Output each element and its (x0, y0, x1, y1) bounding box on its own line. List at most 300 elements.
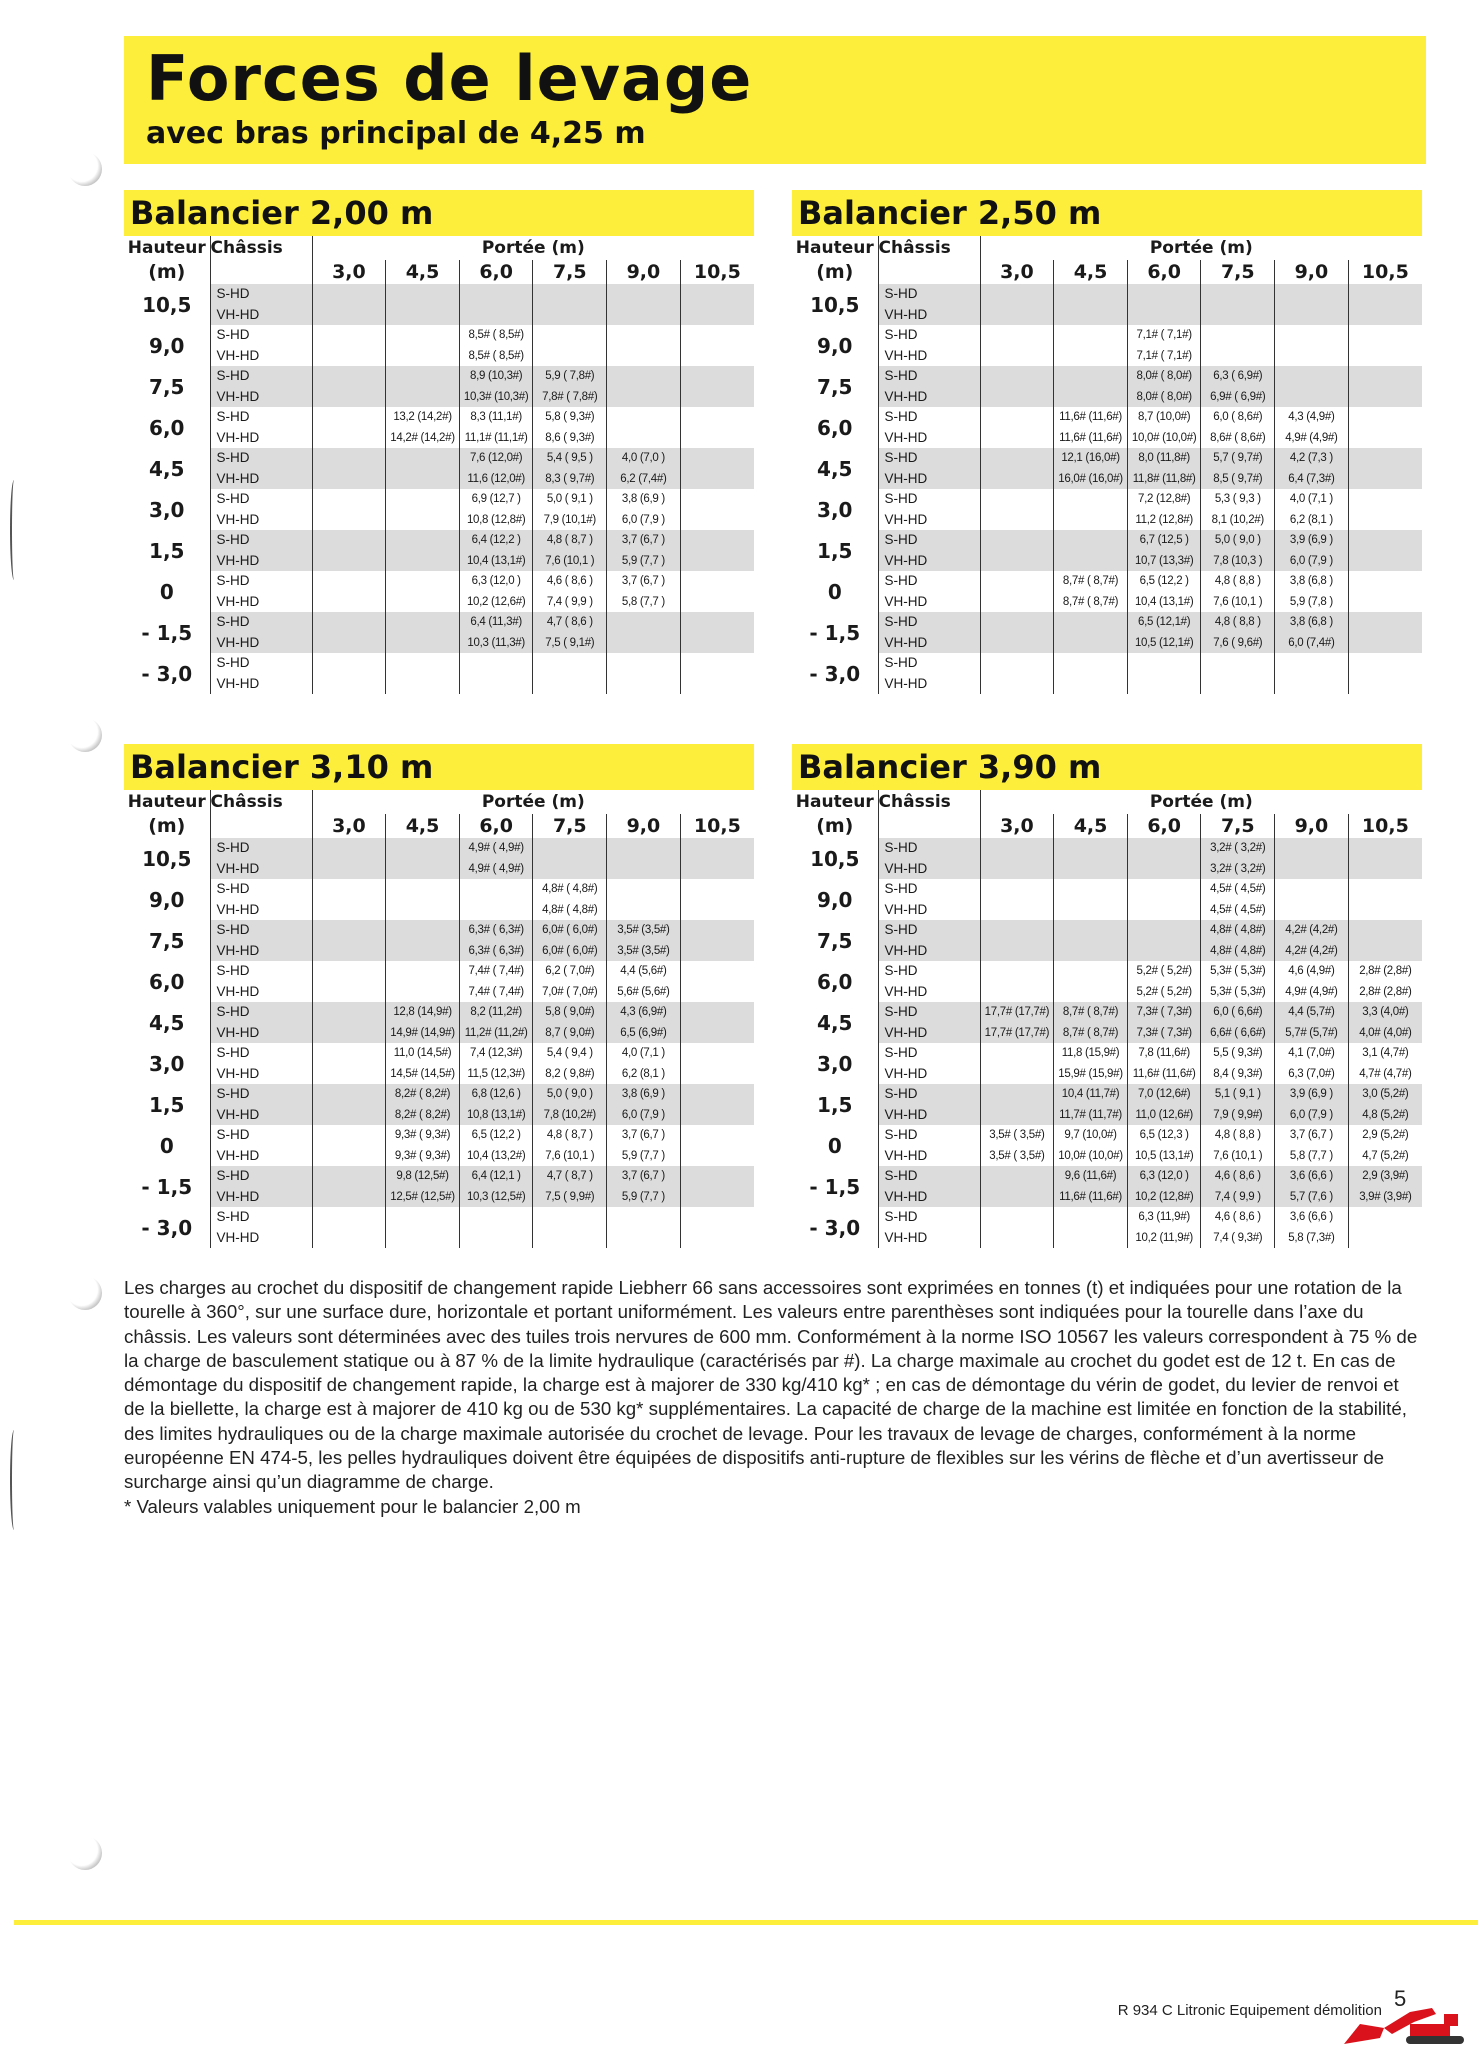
capacity-cell (1201, 674, 1275, 695)
capacity-cell: 7,2 (12,8#) (1127, 489, 1201, 510)
capacity-cell: 9,7 (10,0#) (1054, 1125, 1128, 1146)
chassis-header-blank (878, 260, 980, 284)
capacity-cell (386, 1228, 460, 1249)
table-row (124, 920, 754, 941)
capacity-cell (459, 674, 533, 695)
table-row (792, 674, 1422, 695)
capacity-cell (1054, 510, 1128, 531)
capacity-cell: 8,7# ( 8,7#) (1054, 1002, 1128, 1023)
height-cell: - 3,0 (124, 653, 210, 694)
capacity-cell: 5,8 (7,7 ) (1275, 1146, 1349, 1167)
table-header-row (124, 790, 754, 814)
capacity-cell (1054, 961, 1128, 982)
capacity-cell (312, 1166, 386, 1187)
capacity-cell (680, 510, 754, 531)
capacity-cell (386, 900, 460, 921)
capacity-cell (386, 325, 460, 346)
capacity-cell (1348, 633, 1422, 654)
height-cell: 1,5 (124, 530, 210, 571)
table-header-row (124, 814, 754, 838)
capacity-cell (680, 1043, 754, 1064)
capacity-cell: 9,6 (11,6#) (1054, 1166, 1128, 1187)
capacity-cell (980, 469, 1054, 490)
capacity-cell: 9,8 (12,5#) (386, 1166, 460, 1187)
capacity-cell: 7,3# ( 7,3#) (1127, 1002, 1201, 1023)
capacity-cell (1275, 859, 1349, 880)
capacity-cell: 17,7# (17,7#) (980, 1023, 1054, 1044)
capacity-cell: 7,6 (10,1 ) (1201, 592, 1275, 613)
chassis-cell: VH-HD (210, 941, 312, 962)
capacity-cell: 3,8 (6,9 ) (607, 489, 681, 510)
capacity-cell: 10,3 (12,5#) (459, 1187, 533, 1208)
reach-value-header: 3,0 (980, 814, 1054, 838)
capacity-cell: 17,7# (17,7#) (980, 1002, 1054, 1023)
capacity-cell: 3,6 (6,6 ) (1275, 1207, 1349, 1228)
chassis-cell: VH-HD (878, 387, 980, 408)
chassis-header: Châssis (210, 236, 312, 260)
reach-header: Portée (m) (1149, 238, 1253, 258)
chassis-cell: VH-HD (210, 551, 312, 572)
capacity-cell: 4,8# ( 4,8#) (1201, 941, 1275, 962)
table-row (792, 612, 1422, 633)
capacity-cell: 6,9 (12,7 ) (459, 489, 533, 510)
capacity-cell: 3,7 (6,7 ) (1275, 1125, 1349, 1146)
capacity-cell (1054, 982, 1128, 1003)
table-row (124, 592, 754, 613)
capacity-cell: 8,2 ( 9,8#) (533, 1064, 607, 1085)
capacity-cell: 8,7# ( 8,7#) (1054, 1023, 1128, 1044)
table-row (124, 428, 754, 449)
capacity-cell: 6,5 (12,1#) (1127, 612, 1201, 633)
capacity-cell: 4,9# (4,9#) (1275, 982, 1349, 1003)
capacity-cell: 5,6# (5,6#) (607, 982, 681, 1003)
capacity-cell: 4,6 ( 8,6 ) (1201, 1166, 1275, 1187)
capacity-cell: 8,9 (10,3#) (459, 366, 533, 387)
height-cell: 4,5 (792, 1002, 878, 1043)
chassis-cell: S-HD (878, 961, 980, 982)
capacity-cell: 8,5# ( 8,5#) (459, 346, 533, 367)
capacity-cell (980, 510, 1054, 531)
chassis-cell: VH-HD (878, 1064, 980, 1085)
table-row (792, 407, 1422, 428)
table-row (792, 900, 1422, 921)
table-row (792, 838, 1422, 859)
capacity-cell (533, 346, 607, 367)
table-row (792, 1023, 1422, 1044)
capacity-cell (680, 387, 754, 408)
reach-value-header: 6,0 (459, 814, 533, 838)
capacity-cell (1275, 284, 1349, 305)
capacity-cell: 4,8 ( 8,7 ) (533, 530, 607, 551)
capacity-cell (680, 1228, 754, 1249)
capacity-cell (1054, 346, 1128, 367)
height-cell: 10,5 (792, 284, 878, 325)
reach-value-header: 7,5 (533, 814, 607, 838)
capacity-cell (1054, 489, 1128, 510)
table-row (792, 428, 1422, 449)
table-row (124, 387, 754, 408)
chassis-cell: S-HD (878, 612, 980, 633)
capacity-cell: 3,9 (6,9 ) (1275, 1084, 1349, 1105)
table-row (792, 551, 1422, 572)
chassis-cell: VH-HD (210, 1105, 312, 1126)
table-row (124, 571, 754, 592)
height-cell: 3,0 (792, 1043, 878, 1084)
capacity-cell (386, 366, 460, 387)
capacity-cell: 6,5 (12,2 ) (1127, 571, 1201, 592)
height-cell: 3,0 (124, 1043, 210, 1084)
capacity-cell (533, 838, 607, 859)
capacity-cell: 4,8# ( 4,8#) (1201, 920, 1275, 941)
notes-section (124, 1276, 1422, 1519)
chassis-cell: VH-HD (210, 900, 312, 921)
footer-text: R 934 C Litronic Equipement démolition (1117, 2002, 1382, 2019)
capacity-cell (980, 305, 1054, 326)
capacity-cell (312, 1023, 386, 1044)
capacity-cell: 10,2 (11,9#) (1127, 1228, 1201, 1249)
capacity-cell: 7,6 (10,1 ) (1201, 1146, 1275, 1167)
capacity-cell (1054, 941, 1128, 962)
lift-capacity-table (792, 790, 1422, 1248)
table-title: Balancier 3,10 m (124, 744, 754, 790)
capacity-cell: 10,4 (13,2#) (459, 1146, 533, 1167)
capacity-cell (312, 592, 386, 613)
capacity-cell (1348, 592, 1422, 613)
capacity-cell: 8,5 ( 9,7#) (1201, 469, 1275, 490)
capacity-cell (312, 1064, 386, 1085)
capacity-cell: 6,2 (8,1 ) (1275, 510, 1349, 531)
table-row (792, 1084, 1422, 1105)
chassis-cell: S-HD (878, 879, 980, 900)
capacity-cell (1054, 1228, 1128, 1249)
table-row (124, 551, 754, 572)
chassis-cell: S-HD (210, 653, 312, 674)
table-title: Balancier 2,00 m (124, 190, 754, 236)
capacity-cell: 3,7 (6,7 ) (607, 571, 681, 592)
table-row (124, 366, 754, 387)
capacity-cell (680, 284, 754, 305)
height-cell: 4,5 (124, 1002, 210, 1043)
capacity-cell (312, 961, 386, 982)
reach-value-header: 6,0 (459, 260, 533, 284)
height-cell: 3,0 (792, 489, 878, 530)
capacity-cell (980, 428, 1054, 449)
chassis-header-blank (878, 814, 980, 838)
reach-value-header: 9,0 (1275, 814, 1349, 838)
capacity-cell (312, 325, 386, 346)
capacity-cell: 3,8 (6,8 ) (1275, 571, 1349, 592)
chassis-cell: S-HD (878, 407, 980, 428)
capacity-cell: 3,0 (5,2#) (1348, 1084, 1422, 1105)
capacity-cell (312, 1105, 386, 1126)
capacity-cell: 9,3# ( 9,3#) (386, 1146, 460, 1167)
height-header: Hauteur (792, 236, 878, 260)
capacity-cell (680, 1146, 754, 1167)
capacity-cell (680, 838, 754, 859)
capacity-cell: 6,2 (7,4#) (607, 469, 681, 490)
capacity-cell (1127, 859, 1201, 880)
table-row (792, 510, 1422, 531)
chassis-cell: VH-HD (878, 1146, 980, 1167)
capacity-cell: 7,4 ( 9,3#) (1201, 1228, 1275, 1249)
capacity-cell (980, 920, 1054, 941)
capacity-cell (312, 305, 386, 326)
table-header-row (792, 260, 1422, 284)
capacity-cell: 8,0# ( 8,0#) (1127, 366, 1201, 387)
capacity-cell: 6,3# ( 6,3#) (459, 941, 533, 962)
capacity-cell (1201, 284, 1275, 305)
capacity-cell (1127, 653, 1201, 674)
capacity-cell: 7,8 (10,3 ) (1201, 551, 1275, 572)
height-unit-header: (m) (792, 814, 878, 838)
capacity-cell: 5,3# ( 5,3#) (1201, 961, 1275, 982)
chassis-header: Châssis (878, 790, 980, 814)
capacity-cell: 4,7 (5,2#) (1348, 1146, 1422, 1167)
chassis-cell: S-HD (878, 325, 980, 346)
capacity-cell (680, 961, 754, 982)
capacity-cell (312, 838, 386, 859)
capacity-cell (312, 941, 386, 962)
height-cell: - 1,5 (792, 1166, 878, 1207)
capacity-cell (312, 366, 386, 387)
capacity-cell: 4,1 (7,0#) (1275, 1043, 1349, 1064)
chassis-cell: VH-HD (210, 1146, 312, 1167)
capacity-cell (312, 920, 386, 941)
chassis-cell: S-HD (878, 1084, 980, 1105)
capacity-cell: 4,5# ( 4,5#) (1201, 900, 1275, 921)
capacity-cell (386, 653, 460, 674)
capacity-cell (680, 674, 754, 695)
capacity-cell: 6,5 (6,9#) (607, 1023, 681, 1044)
capacity-cell: 4,4 (5,6#) (607, 961, 681, 982)
capacity-cell: 8,7 ( 9,0#) (533, 1023, 607, 1044)
capacity-cell: 6,0# ( 6,0#) (533, 941, 607, 962)
capacity-cell: 7,8 (11,6#) (1127, 1043, 1201, 1064)
capacity-cell: 4,3 (6,9#) (607, 1002, 681, 1023)
chassis-cell: S-HD (210, 838, 312, 859)
chassis-cell: S-HD (210, 1166, 312, 1187)
chassis-cell: VH-HD (210, 469, 312, 490)
capacity-cell: 10,5 (13,1#) (1127, 1146, 1201, 1167)
capacity-cell (386, 530, 460, 551)
capacity-cell: 11,6# (11,6#) (1054, 407, 1128, 428)
capacity-cell: 7,5 ( 9,9#) (533, 1187, 607, 1208)
capacity-cell (680, 428, 754, 449)
capacity-cell (312, 1084, 386, 1105)
capacity-cell: 5,9 (7,7 ) (607, 1187, 681, 1208)
table-row (124, 346, 754, 367)
capacity-cell (1348, 879, 1422, 900)
table-row (124, 1043, 754, 1064)
capacity-cell: 14,2# (14,2#) (386, 428, 460, 449)
capacity-cell (980, 551, 1054, 572)
capacity-cell (980, 1084, 1054, 1105)
capacity-cell: 2,8# (2,8#) (1348, 961, 1422, 982)
capacity-cell (680, 879, 754, 900)
capacity-cell: 6,3 (7,0#) (1275, 1064, 1349, 1085)
capacity-cell: 12,1 (16,0#) (1054, 448, 1128, 469)
binder-hole-icon (68, 152, 102, 186)
capacity-cell: 4,5# ( 4,5#) (1201, 879, 1275, 900)
capacity-cell: 7,6 (10,1 ) (533, 1146, 607, 1167)
table-row (792, 346, 1422, 367)
capacity-cell: 4,7# (4,7#) (1348, 1064, 1422, 1085)
table-row (124, 674, 754, 695)
table-row (792, 1207, 1422, 1228)
capacity-cell: 4,0 (7,1 ) (607, 1043, 681, 1064)
excavator-logo-icon (1340, 1994, 1478, 2048)
lift-table-panel (792, 744, 1422, 1248)
chassis-cell: VH-HD (210, 510, 312, 531)
page-title: Forces de levage (146, 42, 753, 115)
capacity-cell (1127, 838, 1201, 859)
capacity-cell (1054, 653, 1128, 674)
chassis-cell: VH-HD (878, 346, 980, 367)
capacity-cell (459, 305, 533, 326)
capacity-cell: 6,0 (7,9 ) (1275, 551, 1349, 572)
capacity-cell (533, 674, 607, 695)
table-row (124, 325, 754, 346)
capacity-cell: 10,0# (10,0#) (1127, 428, 1201, 449)
table-row (792, 1064, 1422, 1085)
capacity-cell: 4,0 (7,1 ) (1275, 489, 1349, 510)
chassis-cell: S-HD (878, 920, 980, 941)
table-header-row (792, 236, 1422, 260)
capacity-cell (1054, 284, 1128, 305)
capacity-cell: 4,8 ( 8,8 ) (1201, 571, 1275, 592)
capacity-cell (312, 859, 386, 880)
capacity-cell: 3,2# ( 3,2#) (1201, 859, 1275, 880)
table-row (792, 489, 1422, 510)
capacity-cell (1348, 325, 1422, 346)
chassis-cell: VH-HD (210, 1187, 312, 1208)
chassis-cell: S-HD (878, 1125, 980, 1146)
capacity-cell (680, 1002, 754, 1023)
capacity-cell: 5,0 ( 9,0 ) (1201, 530, 1275, 551)
capacity-cell (1275, 674, 1349, 695)
capacity-cell: 6,5 (12,3 ) (1127, 1125, 1201, 1146)
height-cell: 0 (792, 571, 878, 612)
capacity-cell (1054, 838, 1128, 859)
capacity-cell: 7,8 (10,2#) (533, 1105, 607, 1126)
capacity-cell (1054, 530, 1128, 551)
capacity-cell: 7,9 (10,1#) (533, 510, 607, 531)
chassis-cell: S-HD (210, 961, 312, 982)
capacity-cell (1348, 1207, 1422, 1228)
capacity-cell (680, 551, 754, 572)
height-cell: 1,5 (124, 1084, 210, 1125)
table-header-row (124, 260, 754, 284)
capacity-cell: 10,2 (12,8#) (1127, 1187, 1201, 1208)
table-row (792, 366, 1422, 387)
capacity-cell: 5,7 (7,6 ) (1275, 1187, 1349, 1208)
capacity-cell (980, 900, 1054, 921)
height-cell: - 1,5 (124, 1166, 210, 1207)
capacity-cell (980, 1043, 1054, 1064)
capacity-cell: 3,5# (3,5#) (607, 920, 681, 941)
height-cell: 3,0 (124, 489, 210, 530)
reach-value-header: 10,5 (693, 815, 741, 837)
capacity-cell (1348, 674, 1422, 695)
capacity-cell: 5,0 ( 9,1 ) (533, 489, 607, 510)
chassis-cell: S-HD (210, 448, 312, 469)
capacity-cell: 6,3 (12,0 ) (1127, 1166, 1201, 1187)
capacity-cell (1275, 653, 1349, 674)
capacity-cell (607, 1207, 681, 1228)
table-row (792, 1002, 1422, 1023)
chassis-cell: S-HD (878, 366, 980, 387)
table-row (124, 941, 754, 962)
height-cell: 4,5 (124, 448, 210, 489)
table-row (124, 838, 754, 859)
reach-value-header: 10,5 (1361, 261, 1409, 283)
capacity-cell: 11,7# (11,7#) (1054, 1105, 1128, 1126)
chassis-cell: S-HD (878, 1002, 980, 1023)
capacity-cell (312, 1146, 386, 1167)
capacity-cell: 5,9 (7,7 ) (607, 551, 681, 572)
capacity-cell: 5,8 ( 9,0#) (533, 1002, 607, 1023)
capacity-cell: 10,0# (10,0#) (1054, 1146, 1128, 1167)
height-header: Hauteur (124, 236, 210, 260)
capacity-cell (1275, 305, 1349, 326)
capacity-cell: 7,8# ( 7,8#) (533, 387, 607, 408)
capacity-cell (312, 510, 386, 531)
capacity-cell (1275, 387, 1349, 408)
capacity-cell: 10,4 (11,7#) (1054, 1084, 1128, 1105)
table-row (792, 325, 1422, 346)
capacity-cell: 10,7 (13,3#) (1127, 551, 1201, 572)
table-row (792, 653, 1422, 674)
capacity-cell: 4,0# (4,0#) (1348, 1023, 1422, 1044)
capacity-cell (980, 346, 1054, 367)
capacity-cell: 11,6# (11,6#) (1054, 1187, 1128, 1208)
capacity-cell: 3,2# ( 3,2#) (1201, 838, 1275, 859)
capacity-cell: 8,0# ( 8,0#) (1127, 387, 1201, 408)
table-row (124, 1228, 754, 1249)
chassis-cell: S-HD (878, 1207, 980, 1228)
chassis-cell: VH-HD (878, 551, 980, 572)
capacity-cell (1348, 510, 1422, 531)
height-cell: 9,0 (792, 879, 878, 920)
table-row (792, 1043, 1422, 1064)
capacity-cell (680, 1207, 754, 1228)
capacity-cell (312, 982, 386, 1003)
capacity-cell (312, 612, 386, 633)
capacity-cell (312, 1043, 386, 1064)
capacity-cell: 3,9# (3,9#) (1348, 1187, 1422, 1208)
capacity-cell (1348, 407, 1422, 428)
capacity-cell: 14,5# (14,5#) (386, 1064, 460, 1085)
capacity-cell (607, 407, 681, 428)
capacity-cell (1348, 387, 1422, 408)
table-row (124, 305, 754, 326)
table-row (792, 387, 1422, 408)
chassis-cell: VH-HD (878, 469, 980, 490)
capacity-cell (1127, 305, 1201, 326)
capacity-cell: 3,8 (6,8 ) (1275, 612, 1349, 633)
capacity-cell: 10,4 (13,1#) (459, 551, 533, 572)
table-row (124, 469, 754, 490)
capacity-cell: 4,8 (5,2#) (1348, 1105, 1422, 1126)
chassis-cell: VH-HD (878, 592, 980, 613)
capacity-cell (1054, 325, 1128, 346)
capacity-cell (1054, 920, 1128, 941)
table-row (792, 284, 1422, 305)
height-cell: 1,5 (792, 530, 878, 571)
capacity-cell (312, 1187, 386, 1208)
capacity-cell (1054, 612, 1128, 633)
capacity-cell: 6,0 ( 8,6#) (1201, 407, 1275, 428)
